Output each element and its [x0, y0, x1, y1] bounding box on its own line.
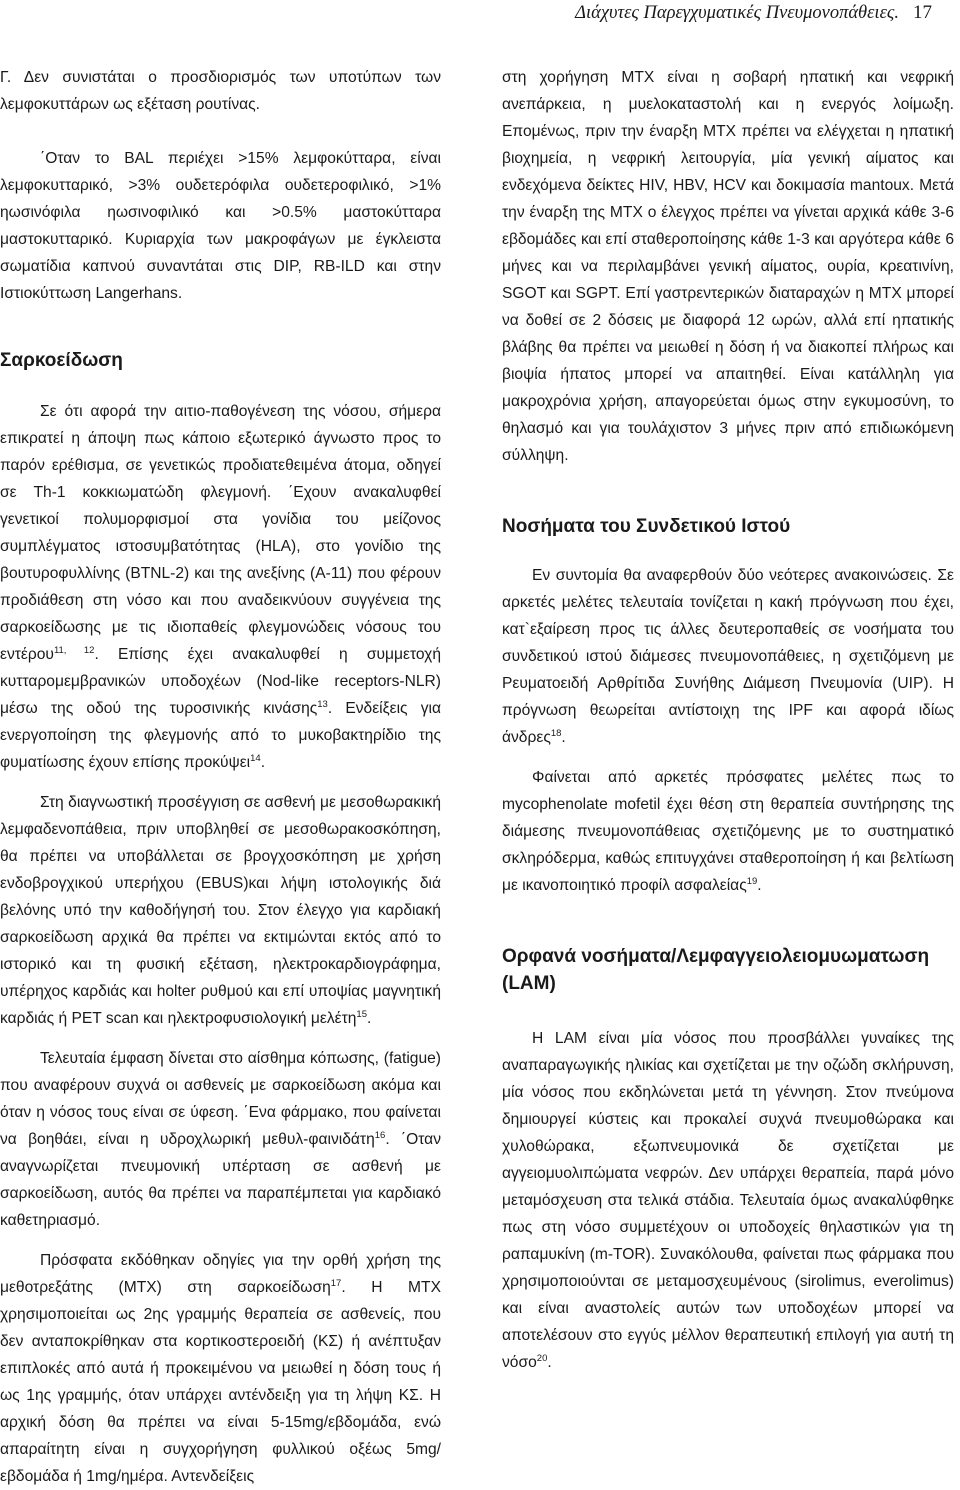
paragraph-methotrexate: Πρόσφατα εκδόθηκαν οδηγίες για την ορθή χρήση της μεθοτρεξάτης (MTX) στη σαρκοείδωση$^{17}$. Η MTX χρησιμοποιείται ως 2ης γραμμής θεραπεία σε ασθενείς, που δεν ανταποκρίθηκαν στα κορτικοστεροειδή (ΚΣ) ή ανέπτυξαν επιπλοκές από αυτά ή προκειμένου να μειωθεί η δόση τους ή ως 1ης γραμμής, όταν υπάρχει αντένδειξη για τη λήψη ΚΣ. Η αρχική δόση θα πρέπει να είναι 5-15mg/εβδομάδα, ενώ απαραίτητη είναι η συγχορήγηση φυλλικού οξέως 5mg/εβδομάδα ή 1mg/ημέρα. Αντενδείξεις: [0, 1252, 441, 1485]
left-column: [0, 64, 441, 1490]
paragraph-pathogenesis: Σε ότι αφορά την αιτιο-παθογένεση της νόσου, σήμερα επικρατεί η άποψη πως κάποιο εξωτερικό άγνωστο προς το παρόν ερέθισμα, σε γενετικώς προδιατεθειμένα άτομα, οδηγεί σε Th-1 κοκκιωματώδη φλεγμονή. ΄Εχουν ανακαλυφθεί γενετικοί πολυμορφισμοί στα γονίδια του μείζονος συμπλέγματος ιστοσυμβατότητας (HLA), στο γονίδιο της βουτυροφυλλίνης (BTNL-2) και της ανεξίνης (A-11) που φέρουν προδιάθεση στη νόσο και που αναδεικνύουν συγγένεια της σαρκοείδωσης με τις ιδιοπαθείς φλεγμονώδεις νόσους του εντέρου$^{11, 12}$. Επίσης έχει ανακαλυφθεί η συμμετοχή κυτταρομεμβρανικών υποδοχέων (Nod-like receptors-NLR) μέσω της οδού της τυροσινικής κινάσης$^{13}$. Ενδείξεις για ενεργοποίηση της φλεγμονής από το μυκοβακτηρίδιο της φυματίωσης έχουν επίσης προκύψει$^{14}$.: [0, 403, 441, 771]
paragraph-lam: Η LAM είναι μία νόσος που προσβάλλει γυναίκες της αναπαραγωγικής ηλικίας και σχετίζεται με την οζώδη σκλήρυνση, μία νόσος που εκδηλώνεται μετά τη γέννηση. Στον πνεύμονα δημιουργεί κύστεις και προκαλεί συχνά πνευμοθώρακα και χυλοθώρακα, εξωπνευμονικά δε σχετίζεται με αγγειομυολιπώματα νεφρών. Δεν υπάρχει θεραπεία, παρά μόνο μεταμόσχευση στα τελικά στάδια. Τελευταία όμως ανακαλύφθηκε πως στη νόσο συμμετέχουν οι υποδοχείς θηλαστικών για τη ραπαμυκίνη (m-TOR). Συνακόλουθα, φαίνεται πως φάρμακα που χρησιμοποιούνται σε μεταμοσχευμένους (sirolimus, everolimus) και είναι αναστολείς αυτών των υποδοχέων μπορεί να αποτελέσουν στο εγγύς μέλλον θεραπευτική επιλογή για αυτή τη νόσο$^{20}$.: [502, 1030, 954, 1371]
paragraph-ra-uip: Εν συντομία θα αναφερθούν δύο νεότερες ανακοινώσεις. Σε αρκετές μελέτες τελευταία τονίζεται η κακή πρόγνωση που έχει, κατ`εξαίρεση προς τις άλλες δευτεροπαθείς σε νοσήματα του συνδετικού ιστού διάμεσες πνευμονοπάθειες, η σχετιζόμενη με Ρευματοειδή Αρθρίτιδα Συνήθης Διάμεση Πνευμονία (UIP). Η πρόγνωση θεωρείται αντίστοιχη της IPF και αφορά ιδίως άνδρες$^{18}$.: [502, 567, 954, 746]
citation: 20: [536, 1352, 548, 1364]
running-header: [575, 2, 932, 24]
paragraph-bal-criteria: ΄Οταν το BAL περιέχει >15% λεμφοκύτταρα, είναι λεμφοκυτταρικό, >3% ουδετερόφιλα ουδετεροφιλικό, >1% ηωσινόφιλα ηωσινοφιλικό και >0.5% μαστοκύτταρα μαστοκυτταρικό. Κυριαρχία των μακροφάγων με έγκλειστα σωματίδια καπνού συναντάται στις DIP, RB-ILD και στην Ιστιοκύττωση Langerhans.: [0, 150, 441, 302]
citation: 14: [250, 752, 261, 764]
citation: 11, 12: [53, 644, 95, 656]
heading-sarcoidosis: Σαρκοείδωση: [0, 350, 123, 371]
right-column: [502, 64, 954, 1376]
paragraph-diagnosis: Στη διαγνωστική προσέγγιση σε ασθενή με μεσοθωρακική λεμφαδενοπάθεια, πριν υποβληθεί σε μεσοθωρακοσκόπηση, θα πρέπει να υποβάλλεται σε βρογχοσκόπηση με χρήση ενδοβρογχικού υπερήχου (EBUS)και λήψη ιστολογικής διά βελόνης υπό την καθοδήγησή του. Στον έλεγχο για καρδιακή σαρκοείδωση αρχικά θα πρέπει να εκτιμώνται εκτός από το ιστορικό και τη φυσική εξέταση, ηλεκτροκαρδιογράφημα, υπέρηχος καρδιάς και holter ρυθμού και επί υποψίας μαγνητική καρδιάς ή PET scan και ηλεκτροφυσιολογική μελέτη$^{15}$.: [0, 794, 441, 1027]
header-title: Διάχυτες Παρεγχυματικές Πνευμονοπάθειες.: [575, 3, 899, 23]
citation: 17: [330, 1277, 342, 1289]
paragraph-fatigue: Τελευταία έμφαση δίνεται στο αίσθημα κόπωσης, (fatigue) που αναφέρουν συχνά οι ασθενείς με σαρκοείδωση ακόμα και όταν η νόσος τους είναι σε ύφεση. ΄Ενα φάρμακο, που φαίνεται να βοηθάει, είναι η υδροχλωρική μεθυλ-φαινιδάτη$^{16}$. ΄Οταν αναγνωρίζεται πνευμονική υπέρταση σε ασθενή με σαρκοείδωση, αυτός θα πρέπει να παραπέμπεται για καρδιακό καθετηριασμό.: [0, 1050, 441, 1229]
citation: 16: [374, 1129, 386, 1141]
page-number: 17: [913, 2, 932, 23]
heading-orphan-diseases-lam: Ορφανά νοσήματα/Λεμφαγγειολειομυωματωση (LAM): [502, 946, 930, 994]
citation: 19: [746, 875, 758, 887]
paragraph-mycophenolate: Φαίνεται από αρκετές πρόσφατες μελέτες πως το mycophenolate mofetil έχει θέση στη θεραπεία συντήρησης της διάμεσης πνευμονοπάθειας σχετιζόμενης με το συστηματικό σκληρόδερμα, καθώς επιτυγχάνει σταθεροποίηση ή και βελτίωση με ικανοποιητικό προφίλ ασφαλείας$^{19}$.: [502, 769, 954, 894]
paragraph-mtx-contraindications: στη χορήγηση MTX είναι η σοβαρή ηπατική και νεφρική ανεπάρκεια, η μυελοκαταστολή και η ενεργός λοίμωξη. Επομένως, πριν την έναρξη MTX πρέπει να ελέγχεται η ηπατική βιοχημεία, η νεφρική λειτουργία, μία γενική αίματος και ενδεχόμενα δείκτες HIV, HBV, HCV και δοκιμασία mantoux. Μετά την έναρξη της MTX ο έλεγχος πρέπει να γίνεται αρχικά κάθε 3-6 εβδομάδες και επί σταθεροποίησης κάθε 1-3 και αργότερα κάθε 6 μήνες και να περιλαμβάνει γενική αίματος, ουρία, κρεατινίνη, SGOT και SGPT. Επί γαστρεντερικών διαταραχών η MTX μπορεί να δοθεί σε 2 δόσεις με διαφορά 12 ωρών, αλλά επί ηπατικής βλάβης θα πρέπει να μειωθεί η δόση ή να διακοπεί πλήρως και βιοψία ήπατος μπορεί να απαιτηθεί. Είναι κατάλληλη για μακροχρόνια χρήση, απαγορεύεται όμως στην εγκυμοσύνη, το θηλασμό και για τουλάχιστον 3 μήνες πριν από επιδιωκόμενη σύλληψη.: [502, 69, 954, 464]
paragraph-lymphocyte-subtypes: Γ. Δεν συνιστάται ο προσδιορισμός των υποτύπων των λεμφοκυττάρων ως εξέταση ρουτίνας.: [0, 69, 441, 113]
citation: 15: [356, 1008, 367, 1020]
heading-connective-tissue: Νοσήματα του Συνδετικού Ιστού: [502, 516, 791, 537]
citation: 13: [317, 698, 328, 710]
citation: 18: [550, 727, 562, 739]
